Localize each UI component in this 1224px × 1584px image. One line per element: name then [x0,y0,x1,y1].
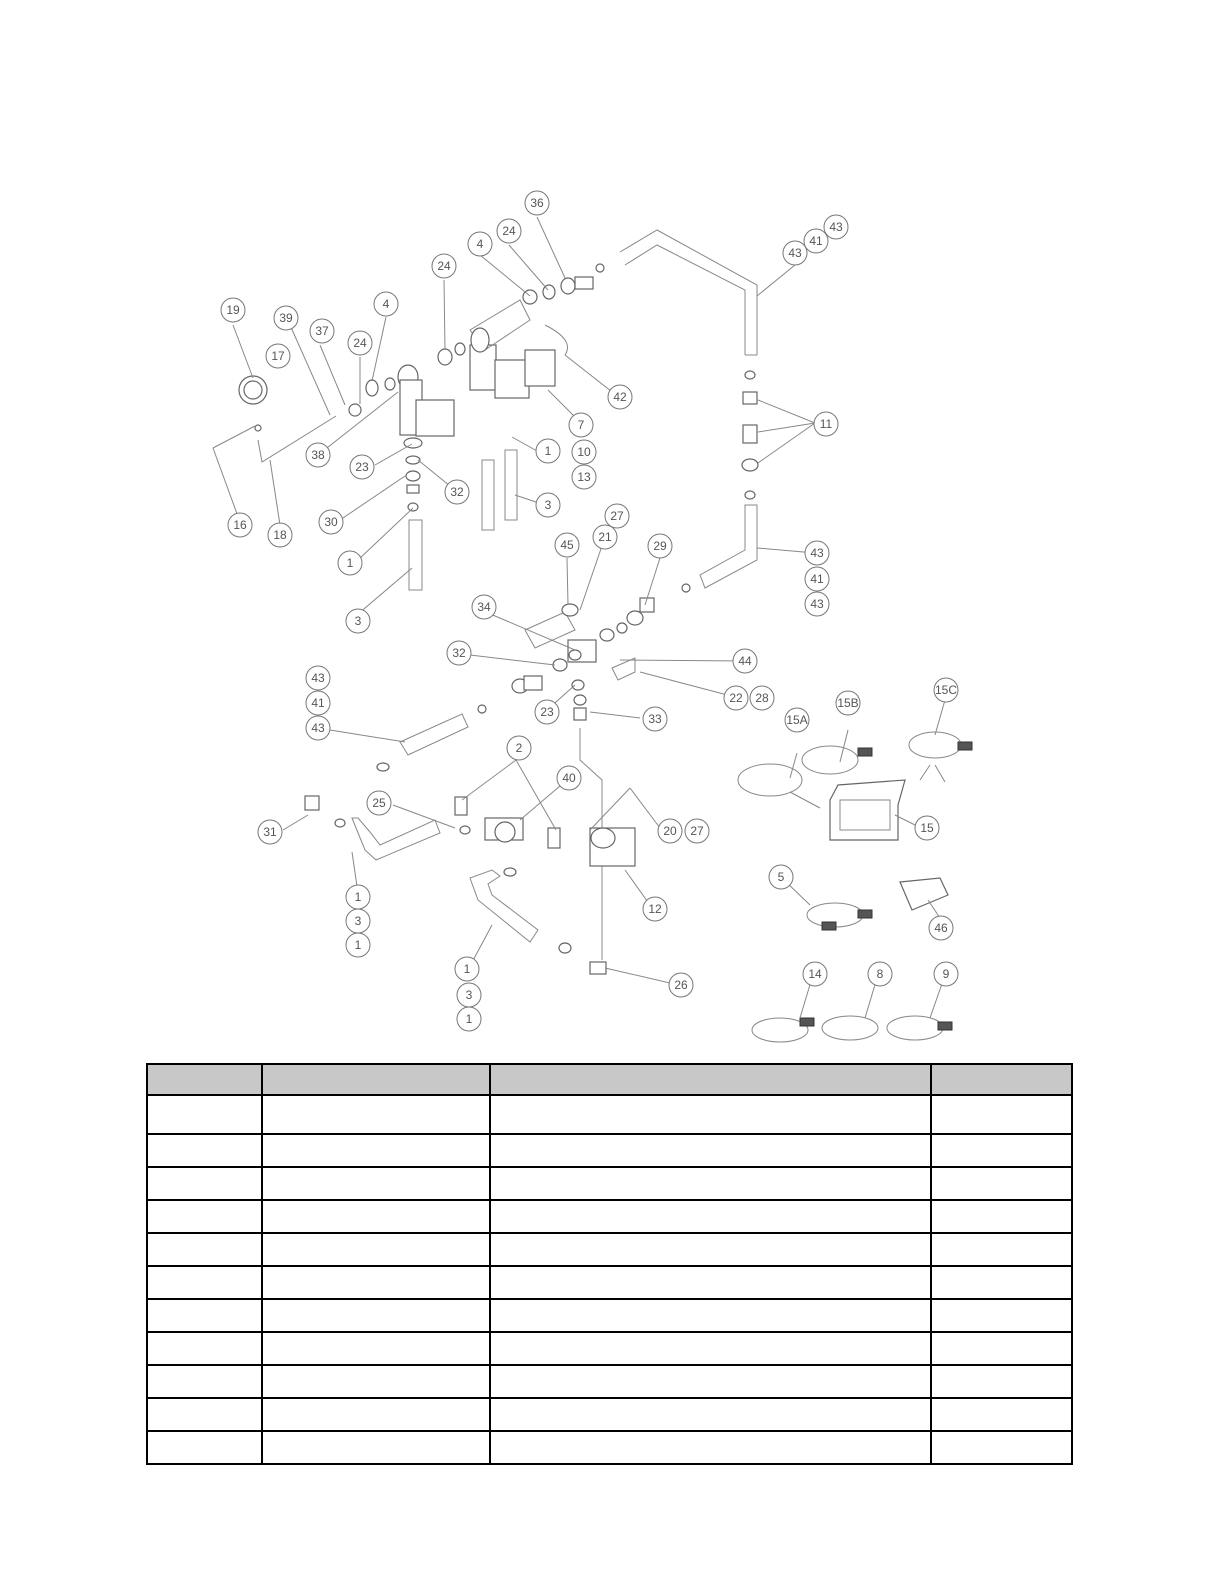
callout-label: 23 [355,460,369,474]
callout-9 [934,962,958,986]
callout-28 [750,686,774,710]
callout-43d [805,592,829,616]
callout-label: 1 [465,1012,473,1026]
callout-label: 24 [353,336,367,350]
table-cell [262,1095,490,1134]
callout-label: 3 [544,498,552,512]
table-cell [490,1200,931,1233]
callout-label: 1 [354,938,362,952]
callout-36 [525,191,549,215]
callout-label: 41 [810,572,824,586]
table-row [147,1299,1072,1332]
callout-label: 15A [786,713,808,727]
table-cell [931,1332,1072,1365]
table-row [147,1233,1072,1266]
table-row [147,1365,1072,1398]
callout-label: 3 [465,988,473,1002]
callout-label: 11 [819,417,833,431]
table-row [147,1332,1072,1365]
callout-label: 34 [477,600,491,614]
table-cell [490,1233,931,1266]
callout-label: 36 [530,196,544,210]
callout-label: 21 [598,530,612,544]
callout-label: 44 [738,654,752,668]
cable-15c [909,732,972,782]
callout-41c [306,691,330,715]
callout-15 [915,816,939,840]
callout-label: 16 [233,518,247,532]
table-cell [262,1431,490,1464]
table-cell [147,1299,262,1332]
table-cell [262,1299,490,1332]
callout-label: 17 [271,349,285,363]
callout-label: 32 [452,646,466,660]
callout-4a [468,232,492,256]
table-row [147,1200,1072,1233]
manifold-upper [398,264,604,436]
callout-label: 40 [562,771,576,785]
callout-41a [804,229,828,253]
hose-left-middle [400,714,468,755]
callout-1b [536,439,560,463]
callout-25 [367,791,391,815]
table-cell [931,1365,1072,1398]
callout-label: 13 [577,470,591,484]
callout-label: 22 [729,691,743,705]
table-cell [262,1332,490,1365]
table-header-row [147,1064,1072,1095]
callout-45 [555,533,579,557]
hose-lower-right [700,505,757,588]
callout-26 [669,973,693,997]
table-cell [147,1431,262,1464]
tubes-3-center [482,450,517,530]
callout-label: 43 [810,546,824,560]
callout-1a [338,551,362,575]
table-cell [931,1095,1072,1134]
callout-10 [572,440,596,464]
callout-label: 28 [755,691,769,705]
table-row [147,1431,1072,1464]
callout-1c [346,885,370,909]
callout-label: 43 [788,246,802,260]
callout-label: 1 [463,962,471,976]
callout-label: 27 [690,824,704,838]
callout-label: 30 [324,515,338,529]
callout-3c [346,909,370,933]
callout-1f [457,1007,481,1031]
callout-15c [934,678,958,702]
callout-22 [724,686,748,710]
callout-27b [685,819,709,843]
hose-left-lower [352,818,440,860]
callout-label: 8 [876,967,884,981]
table-cell [147,1095,262,1134]
table-cell [262,1266,490,1299]
callout-label: 1 [346,556,354,570]
callout-label: 43 [829,220,843,234]
callout-13 [572,465,596,489]
header-cell [262,1064,490,1095]
callout-label: 3 [354,914,362,928]
callout-label: 27 [610,509,624,523]
callout-3a [346,609,370,633]
table-cell [931,1398,1072,1431]
callout-41b [805,567,829,591]
callout-label: 15B [837,696,859,710]
callout-29 [648,534,672,558]
header-cell [147,1064,262,1095]
callout-39 [274,306,298,330]
table-row [147,1398,1072,1431]
callout-label: 1 [354,890,362,904]
callout-label: 5 [777,870,785,884]
hose-center-lower [470,870,538,942]
callout-43e [306,666,330,690]
cable-15a [738,764,820,808]
callout-43b [824,215,848,239]
fittings-11 [742,371,758,499]
table-cell [490,1134,931,1167]
callout-label: 32 [450,485,464,499]
table-cell [931,1200,1072,1233]
callout-21 [593,525,617,549]
callout-label: 46 [934,921,948,935]
callout-label: 26 [674,978,688,992]
callout-20 [658,819,682,843]
callout-label: 23 [540,705,554,719]
cable-5 [807,903,872,930]
callout-15b [836,691,860,715]
callout-label: 15C [934,683,958,697]
callout-16 [228,513,252,537]
control-box-15 [830,780,905,840]
table-cell [262,1134,490,1167]
table-cell [262,1167,490,1200]
callout-1d [346,933,370,957]
callout-label: 12 [648,902,662,916]
callout-label: 9 [942,967,950,981]
table-cell [147,1167,262,1200]
tube-3-left [409,520,422,590]
callout-19 [221,298,245,322]
callout-23b [535,700,559,724]
table-cell [490,1167,931,1200]
callout-24c [348,331,372,355]
callout-42 [608,385,632,409]
callout-23a [350,455,374,479]
callout-32a [445,480,469,504]
cables-14-8-9 [752,1016,952,1042]
callout-label: 4 [476,237,484,251]
callout-3d [457,983,481,1007]
table-cell [147,1398,262,1431]
table-cell [147,1365,262,1398]
header-cell [490,1064,931,1095]
callout-32b [447,641,471,665]
callout-7 [569,413,593,437]
table-cell [490,1332,931,1365]
header-cell [931,1064,1072,1095]
callout-label: 43 [810,597,824,611]
callout-label: 37 [315,324,329,338]
callout-11 [814,412,838,436]
parts-table [146,1063,1073,1465]
callout-label: 2 [515,741,523,755]
callout-31 [258,820,282,844]
callout-40 [557,766,581,790]
callout-label: 42 [613,390,627,404]
callout-label: 7 [577,418,585,432]
table-cell [931,1266,1072,1299]
callout-43f [306,716,330,740]
table-cell [490,1095,931,1134]
callout-30 [319,510,343,534]
callout-label: 20 [663,824,677,838]
callout-label: 25 [372,796,386,810]
callout-label: 41 [809,234,823,248]
table-row [147,1134,1072,1167]
manifold-middle [377,584,690,960]
table-cell [490,1299,931,1332]
table-cell [262,1365,490,1398]
hose-upper-right [620,230,757,355]
callout-label: 19 [226,303,240,317]
table-cell [931,1167,1072,1200]
table-cell [262,1398,490,1431]
callout-label: 41 [311,696,325,710]
table-cell [931,1134,1072,1167]
callout-label: 45 [560,538,574,552]
callout-8 [868,962,892,986]
callout-label: 1 [544,444,552,458]
callout-label: 3 [354,614,362,628]
bracket-46 [900,878,948,910]
callout-label: 10 [577,445,591,459]
callout-27a [605,504,629,528]
callout-24a [497,219,521,243]
table-cell [490,1431,931,1464]
callout-38 [306,443,330,467]
callout-label: 14 [808,967,822,981]
callout-label: 43 [311,671,325,685]
callout-label: 24 [502,224,516,238]
table-cell [931,1299,1072,1332]
callout-3b [536,493,560,517]
callout-37 [310,319,334,343]
callout-label: 29 [653,539,667,553]
table-cell [490,1365,931,1398]
callout-balloons [221,191,958,1031]
callout-label: 43 [311,721,325,735]
table-row [147,1167,1072,1200]
callout-43c [805,541,829,565]
table-cell [262,1233,490,1266]
callout-2 [507,736,531,760]
callout-1e [455,957,479,981]
table-cell [147,1332,262,1365]
callout-label: 39 [279,311,293,325]
table-cell [147,1266,262,1299]
callout-4b [374,292,398,316]
table-cell [931,1233,1072,1266]
callout-24b [432,254,456,278]
callout-label: 4 [382,297,390,311]
fittings-left-stack [404,438,422,511]
callout-12 [643,897,667,921]
table-row [147,1266,1072,1299]
table-cell [490,1398,931,1431]
cable-15b [802,746,872,774]
table-cell [147,1200,262,1233]
table-cell [490,1266,931,1299]
table-cell [931,1431,1072,1464]
callout-label: 31 [263,825,277,839]
table-cell [147,1233,262,1266]
table-row [147,1095,1072,1134]
callout-label: 18 [273,528,287,542]
callout-34 [472,595,496,619]
table-cell [262,1200,490,1233]
callout-15a [785,708,809,732]
callout-18 [268,523,292,547]
callout-46 [929,916,953,940]
callout-label: 24 [437,259,451,273]
callout-17 [266,344,290,368]
callout-14 [803,962,827,986]
callout-43a [783,241,807,265]
callout-44 [733,649,757,673]
callout-33 [643,707,667,731]
table-cell [147,1134,262,1167]
callout-label: 33 [648,712,662,726]
callout-label: 15 [920,821,934,835]
callout-label: 38 [311,448,325,462]
callout-5 [769,865,793,889]
